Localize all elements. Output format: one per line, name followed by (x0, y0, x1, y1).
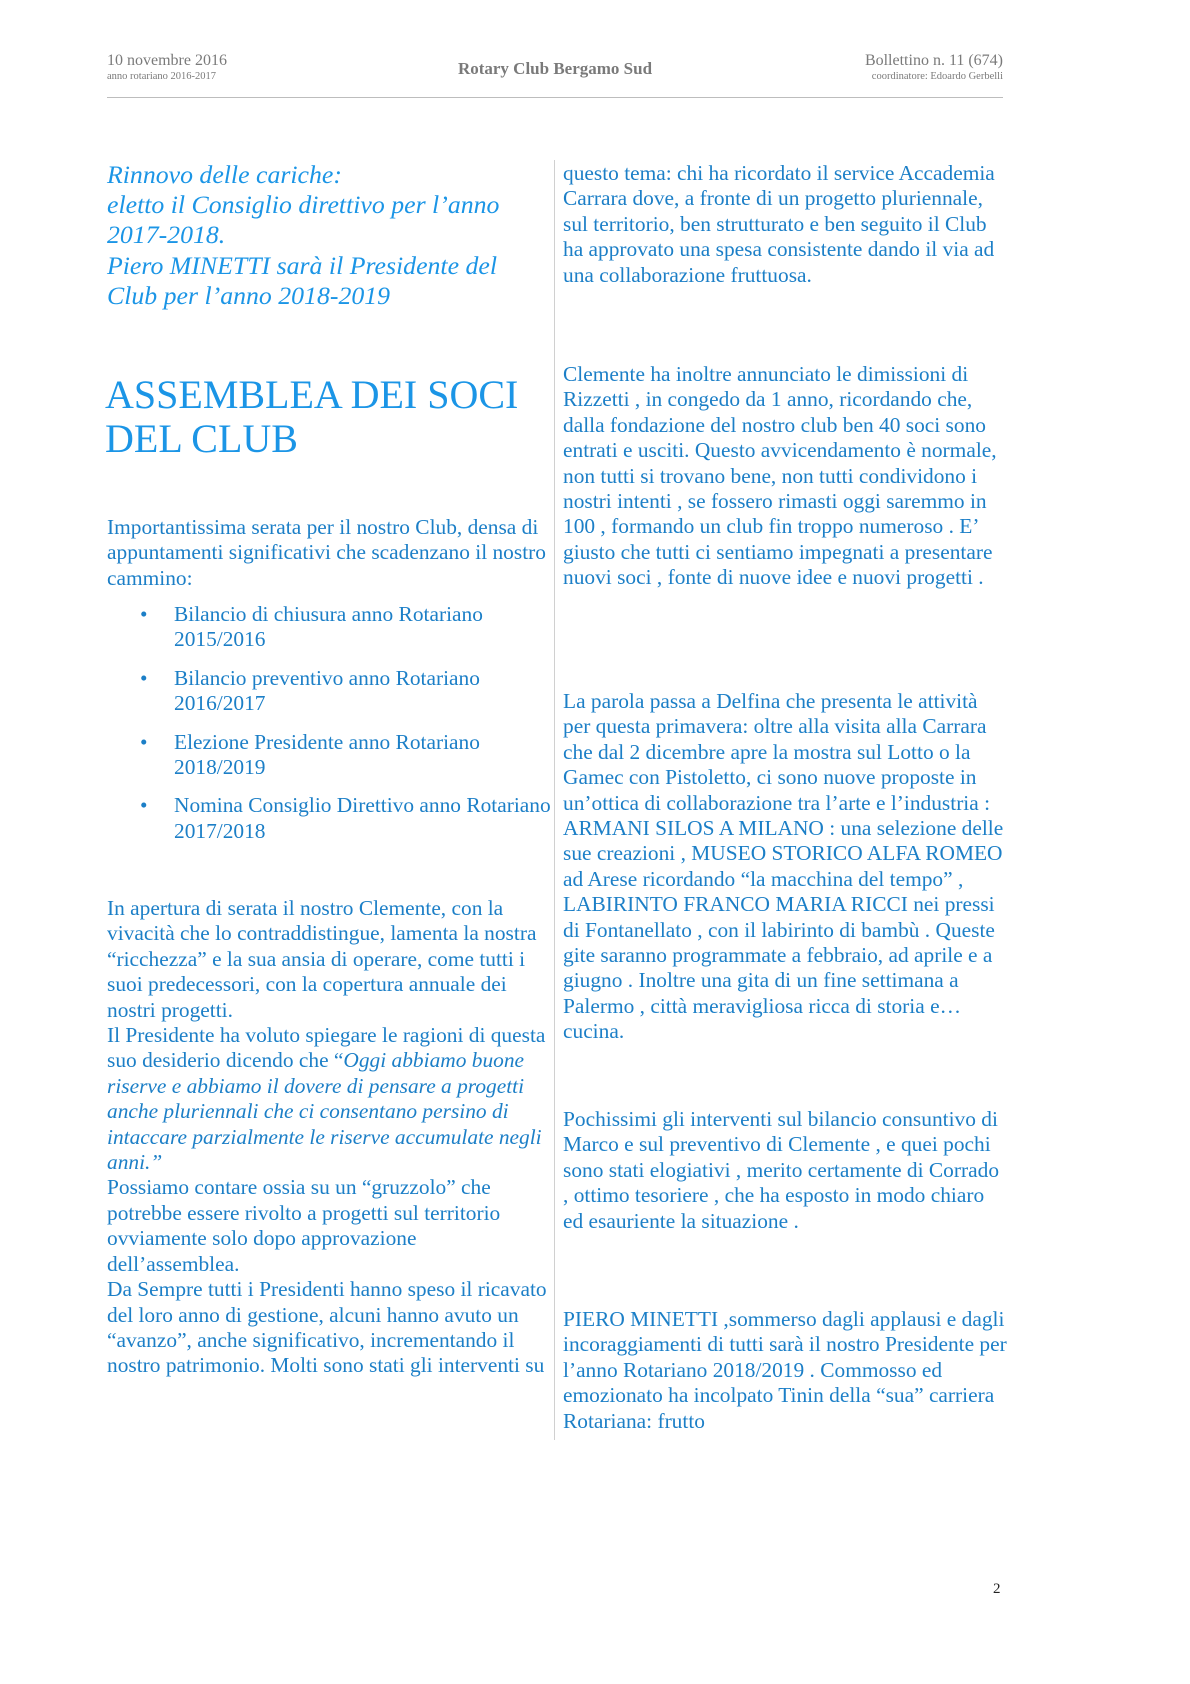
paragraph-opening: In apertura di serata il nostro Clemente, con la vivacità che lo contraddistingue, lamenta la nostra “ricchezza” e la sua ansia di operare, come tutti i suoi predecessori, con la copertura annuale dei nostri progetti. (107, 896, 537, 1022)
column-divider (554, 160, 555, 1440)
lead-line: Piero MINETTI sarà il Presidente del Club per l’anno 2018-2019 (107, 250, 498, 310)
paragraph-president-quote (107, 1023, 552, 1175)
agenda-list (107, 602, 552, 857)
lead-line: eletto il Consiglio direttivo per l’anno 2017-2018. (107, 190, 500, 250)
body-text-left (107, 896, 552, 1379)
header-right (865, 52, 1003, 84)
president-quote: Oggi abbiamo buone riserve e abbiamo il dovere di pensare a progetti anche pluriennali che ci consentano persino di intaccare parzialmente le riserve accumulate negli anni.” (107, 1048, 542, 1175)
coordinator: coordinatore: Edoardo Gerbelli (871, 71, 1003, 82)
paragraph-minetti: PIERO MINETTI ,sommerso dagli applausi e dagli incoraggiamenti di tutti sarà il nostro Presidente per l’anno Rotariano 2018/2019 . Commosso ed emozionato ha incolpato Tinin della “sua” carriera Rotariana: frutto (563, 1307, 1007, 1433)
paragraph-carrara: questo tema: chi ha ricordato il service Accademia Carrara dove, a fronte di un progetto pluriennale, sul territorio, ben strutturato e ben seguito il Club ha approvato una spesa consistente dando il via ad una collaborazione fruttuosa. (563, 161, 995, 287)
issue-date: 10 novembre 2016 (107, 52, 227, 69)
bullet-icon: • (140, 729, 148, 754)
agenda-item-text: Bilancio di chiusura anno Rotariano 2015/2016 (174, 602, 483, 652)
paragraph-resignations: Clemente ha inoltre annunciato le dimissioni di Rizzetti , in congedo da 1 anno, ricordando che, dalla fondazione del nostro club ben 40 soci sono entrati e usciti. Questo avvicendamento è normale, non tutti si trovano bene, non tutti condividono i nostri intenti , se fossero rimasti oggi saremmo in 100 , formando un club fin troppo numeroso . E’ giusto che tutti ci sentiamo impegnati a presentare nuovi soci , fonte di nuove idee e nuovi progetti . (563, 362, 997, 590)
paragraph-budget: Pochissimi gli interventi sul bilancio consuntivo di Marco e sul preventivo di Clemente , e quei pochi sono stati elogiativi , merito certamente di Corrado , ottimo tesoriere , che ha esposto in modo chiaro ed esauriente la situazione . (563, 1107, 1000, 1233)
agenda-item-text: Nomina Consiglio Direttivo anno Rotariano 2017/2018 (174, 793, 551, 843)
paragraph-past-presidents: Da Sempre tutti i Presidenti hanno speso il ricavato del loro anno di gestione, alcuni hanno avuto un “avanzo”, anche significativo, incrementando il nostro patrimonio. Molti sono stati gli interventi su (107, 1277, 547, 1378)
page-number: 2 (993, 1581, 1001, 1597)
club-name: Rotary Club Bergamo Sud (457, 59, 653, 78)
lead-line: Rinnovo delle cariche: (107, 160, 342, 189)
header-rule (107, 97, 1003, 98)
page-header (107, 52, 1003, 96)
agenda-item-text: Bilancio preventivo anno Rotariano 2016/2017 (174, 665, 480, 716)
bullet-icon: • (140, 602, 148, 626)
agenda-item (107, 793, 552, 844)
left-column (107, 160, 552, 1450)
bullet-icon: • (140, 665, 148, 690)
paragraph-reserves: Possiamo contare ossia su un “gruzzolo” che potrebbe essere rivolto a progetti sul territorio ovviamente solo dopo approvazione dell’assemblea. (107, 1175, 501, 1276)
agenda-item (107, 666, 552, 717)
bulletin-number: Bollettino n. 11 (674) (864, 52, 1003, 69)
paragraph-activities: La parola passa a Delfina che presenta le attività per questa primavera: oltre alla visita alla Carrara che dal 2 dicembre apre la mostra sul Lotto o la Gamec con Pistoletto, ci sono nuove proposte in un’ottica di collaborazione tra l’arte e l’industria : ARMANI SILOS A MILANO : una selezione delle sue creazioni , MUSEO STORICO ALFA ROMEO ad Arese ricordando “la macchina del tempo” , LABIRINTO FRANCO MARIA RICCI nei pressi di Fontanellato , con il labirinto di bambù . Queste gite saranno programmate a febbraio, ad aprile e a giugno . Inoltre una gita di un fine settimana a Palermo , città meravigliosa ricca di storia e…cucina. (563, 689, 1004, 1044)
rotary-year: anno rotariano 2016-2017 (107, 71, 217, 82)
agenda-item-text: Elezione Presidente anno Rotariano 2018/2019 (174, 729, 480, 780)
right-column (563, 160, 1008, 1450)
intro-paragraph: Importantissima serata per il nostro Club, densa di appuntamenti significativi che scadenzano il nostro cammino: (107, 515, 546, 590)
quote-intro: Il Presidente ha voluto spiegare le ragioni di questa suo desiderio dicendo che “ (107, 1023, 546, 1073)
bullet-icon: • (140, 793, 148, 818)
agenda-item (107, 602, 552, 653)
article-title: ASSEMBLEA DEI SOCI DEL CLUB (105, 372, 519, 461)
agenda-item (107, 730, 552, 781)
